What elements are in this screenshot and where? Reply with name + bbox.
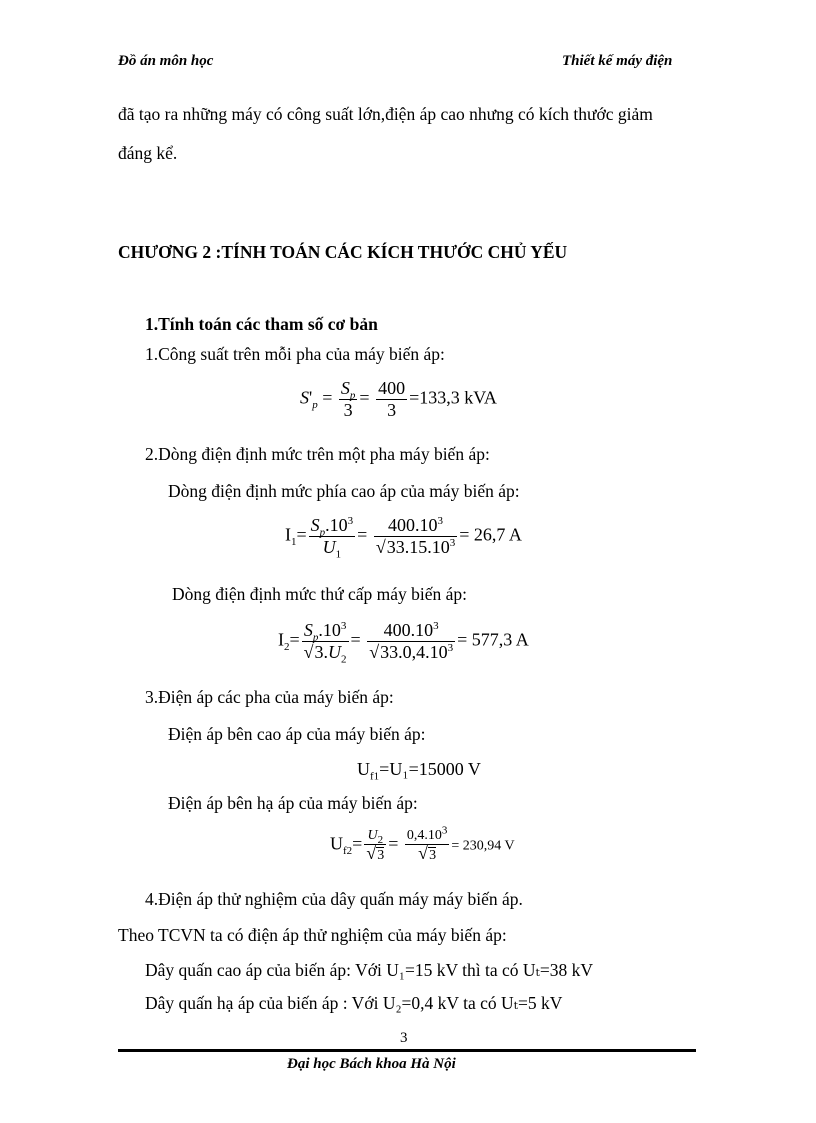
equation-phase-voltage-high: $U_{f1}=U_1=15000$ V [357,759,481,783]
eq5-numerator: 0,4.10 [406,828,442,843]
section-title: 1.Tính toán các tham số cơ bản [145,314,378,334]
footer-institution: Đại học Bách khoa Hà Nội [287,1056,456,1072]
equation-power-per-phase: $S'_p$ = $\frac{S_p}{3}$ = $\frac{400}{3}$ =133,3 kVA [300,378,497,420]
item-4a: Theo TCVN ta có điện áp thử nghiệm của máy biến áp: [118,925,507,945]
item-3b: Điện áp bên hạ áp của máy biến áp: [168,793,418,813]
eq1-numerator: 400 [378,378,406,398]
footer-rule [118,1049,696,1052]
eq2-denominator: 3.15.10 [395,537,450,557]
item-4c: Dây quấn hạ áp của biến áp : Với U₂=0,4 kV ta có Uₜ=5 kV [145,993,563,1013]
intro-line-2: đáng kể. [118,143,178,163]
equation-secondary-current: $I_2=$ $\frac{S_p.10^3}{√3.U_2}$ = $\frac{400.10^3}{√33.0,4.10^3}$ = 577,3 A [278,620,529,666]
eq3-result: = 577,3 A [457,629,529,650]
equation-primary-current: $I_1=$ $\frac{S_p.10^3}{U_1}$ = $\frac{400.10^3}{√33.15.10^3}$ = 26,7 A [285,515,522,561]
intro-line-1: đã tạo ra những máy có công suất lớn,điện áp cao nhưng có kích thước giảm [118,104,653,124]
eq5-result: = 230,94 V [451,838,515,854]
eq3-denominator: 3.0,4.10 [389,642,448,662]
header-left: Đồ án môn học [118,53,214,69]
item-3: 3.Điện áp các pha của máy biến áp: [145,687,394,707]
item-1: 1.Công suất trên mỗi pha của máy biến áp: [145,344,445,364]
item-4b: Dây quấn cao áp của biến áp: Với U₁=15 kV thì ta có Uₜ=38 kV [145,960,593,980]
item-2a: Dòng điện định mức phía cao áp của máy biến áp: [168,481,520,501]
eq2-result: = 26,7 A [459,524,522,545]
item-2b: Dòng điện định mức thứ cấp máy biến áp: [172,584,468,604]
header-right: Thiết kế máy điện [562,53,673,69]
page-number: 3 [400,1030,408,1046]
eq1-result: =133,3 kVA [409,387,497,408]
item-3a: Điện áp bên cao áp của máy biến áp: [168,724,426,744]
equation-phase-voltage-low: $U_{f2}=$ $\frac{U_2}{√3}$ = $\frac{0,4.10^3}{√3}$ = 230,94 V [330,824,515,863]
eq3-numerator: 400.10 [383,620,434,640]
eq1-denominator: 3 [387,400,397,420]
item-2: 2.Dòng điện định mức trên một pha máy biến áp: [145,444,490,464]
eq4-text: =U₁=15000 V [379,759,481,779]
chapter-title: CHƯƠNG 2 :TÍNH TOÁN CÁC KÍCH THƯỚC CHỦ YẾU [118,242,568,262]
eq2-numerator: 400.10 [388,515,438,535]
item-4: 4.Điện áp thử nghiệm của dây quấn máy máy biến áp. [145,889,523,909]
